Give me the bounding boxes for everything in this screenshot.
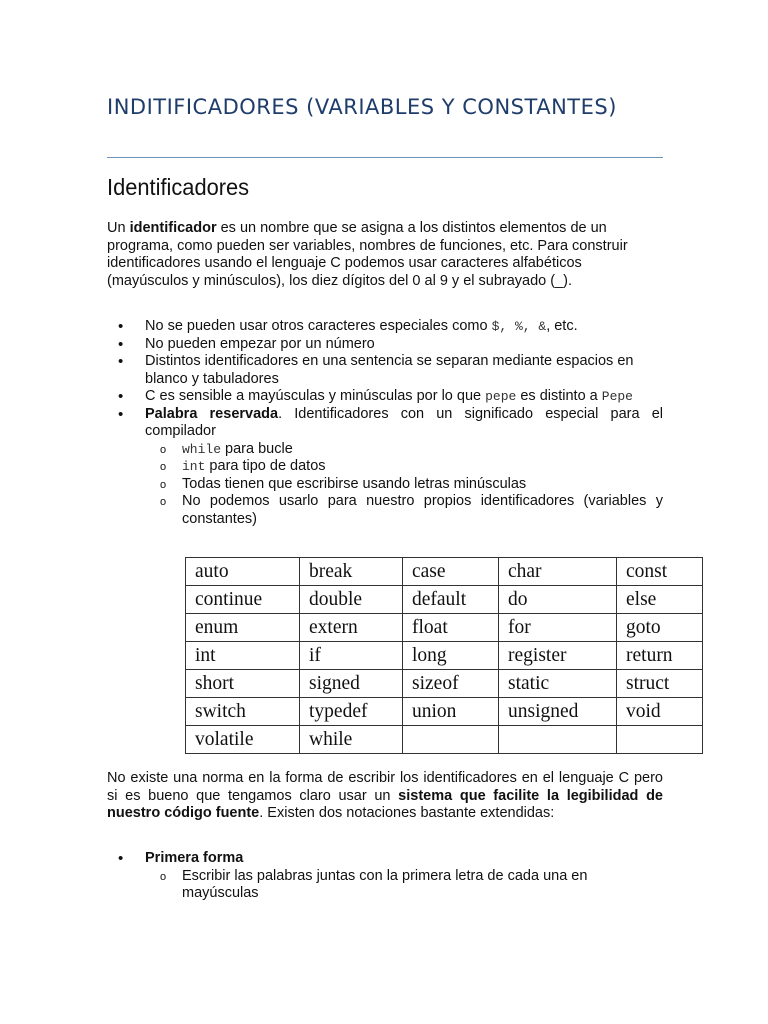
list-item [107,318,663,336]
table-cell: if [300,642,403,670]
item-text: Distintos identificadores en una sentencia se separan mediante espacios en blanco y tabuladores [145,353,634,387]
bullet-icon: • [118,388,124,405]
para-post: . Existen dos notaciones bastante extendidas: [259,805,555,821]
section-heading: Identificadores [107,174,250,200]
table-cell: enum [186,614,300,642]
table-row [186,726,703,754]
table-cell: else [617,586,703,614]
intro-bold: identificador [129,220,217,236]
bullet-icon: • [118,318,124,335]
item-text: para bucle [221,440,293,457]
circle-bullet-icon: o [160,461,167,473]
item-bold: Primera forma [145,850,244,866]
item-text: No pueden empezar por un número [145,335,375,352]
code-text: while [182,441,222,457]
table-row [186,670,703,698]
table-row [186,698,703,726]
bullet-icon: • [118,353,124,370]
sub-list-item [145,493,663,528]
intro-paragraph [107,220,663,290]
item-text: , etc. [546,318,578,334]
notation-list [107,850,663,903]
sub-list-item [145,476,663,494]
circle-bullet-icon: o [160,443,167,456]
table-cell: for [499,614,617,642]
table-cell: goto [617,614,703,642]
list-item [107,850,663,903]
table-row [186,586,703,614]
item-bold: Palabra reservada [145,405,279,422]
para-bold: sistema que facilite la legibilidad de nuestro código fuente [107,787,663,821]
table-cell: typedef [300,698,403,726]
table-cell [617,726,703,754]
table-cell: continue [186,586,300,614]
table-cell: double [300,586,403,614]
code-text: int [182,459,206,474]
circle-bullet-icon: o [160,496,167,508]
code-text: Pepe [601,389,633,404]
table-cell: int [186,642,300,670]
bullet-icon: • [118,335,124,353]
code-text: pepe [485,389,517,404]
item-text: Todas tienen que escribirse usando letras minúsculas [182,475,527,492]
table-cell: case [403,558,499,586]
item-text: para tipo de datos [205,458,326,474]
table-cell: auto [186,558,300,586]
table-row [186,558,703,586]
table-cell [499,726,617,754]
table-row [186,642,703,670]
para-pre: No existe una norma en la forma de escribir los identificadores en el lenguaje C pero si es bueno que tengamos claro usar un [107,770,663,804]
table-cell: long [403,642,499,670]
table-cell: do [499,586,617,614]
table-cell: signed [300,670,403,698]
identifier-rules-list [107,318,663,528]
table-cell: sizeof [403,670,499,698]
table-cell: float [403,614,499,642]
list-item [107,406,663,529]
table-cell: volatile [186,726,300,754]
sub-list-item [145,458,663,476]
item-text: Escribir las palabras juntas con la primera letra de cada una en mayúsculas [182,867,588,901]
table-cell: while [300,726,403,754]
notation-paragraph [107,770,663,823]
table-cell: unsigned [499,698,617,726]
table-cell: extern [300,614,403,642]
table-cell: switch [186,698,300,726]
table-cell: void [617,698,703,726]
table-row [186,614,703,642]
table-cell: static [499,670,617,698]
reserved-word-notes [145,441,663,529]
table-cell: char [499,558,617,586]
notation-sub-list [145,868,663,903]
table-cell: break [300,558,403,586]
intro-pre: Un [107,220,130,236]
sub-list-item [145,441,663,459]
item-text: No se pueden usar otros caracteres especiales como [145,318,492,334]
circle-bullet-icon: o [160,478,167,491]
item-text: es distinto a [516,388,602,404]
table-cell: short [186,670,300,698]
list-item [107,336,663,354]
intro-post: es un nombre que se asigna a los distintos elementos de un programa, como pueden ser variables, nombres de funciones, etc. Para construir identificadores usando el lenguaje C podemos usar caracteres alfabéticos (mayúsculos y minúsculos), los diez dígitos del 0 al 9 y el subrayado (_). [107,220,628,289]
table-cell: struct [617,670,703,698]
page-title: INDITIFICADORES (VARIABLES Y CONSTANTES) [107,95,617,119]
table-cell: default [403,586,499,614]
table-cell: return [617,642,703,670]
circle-bullet-icon: o [160,870,167,883]
item-text: . Identificadores con un significado especial para el compilador [145,405,664,439]
table-cell: const [617,558,703,586]
title-divider [107,157,663,158]
list-item [107,353,663,388]
code-text: $, %, & [491,319,547,334]
reserved-words-table [185,557,703,754]
bullet-icon: • [118,405,124,423]
table-cell: register [499,642,617,670]
item-text: C es sensible a mayúsculas y minúsculas por lo que [145,388,486,404]
table-cell: union [403,698,499,726]
sub-list-item [145,868,663,903]
bullet-icon: • [118,850,124,867]
list-item [107,388,663,406]
item-text: No podemos usarlo para nuestro propios identificadores (variables y constantes) [182,493,663,527]
table-cell [403,726,499,754]
